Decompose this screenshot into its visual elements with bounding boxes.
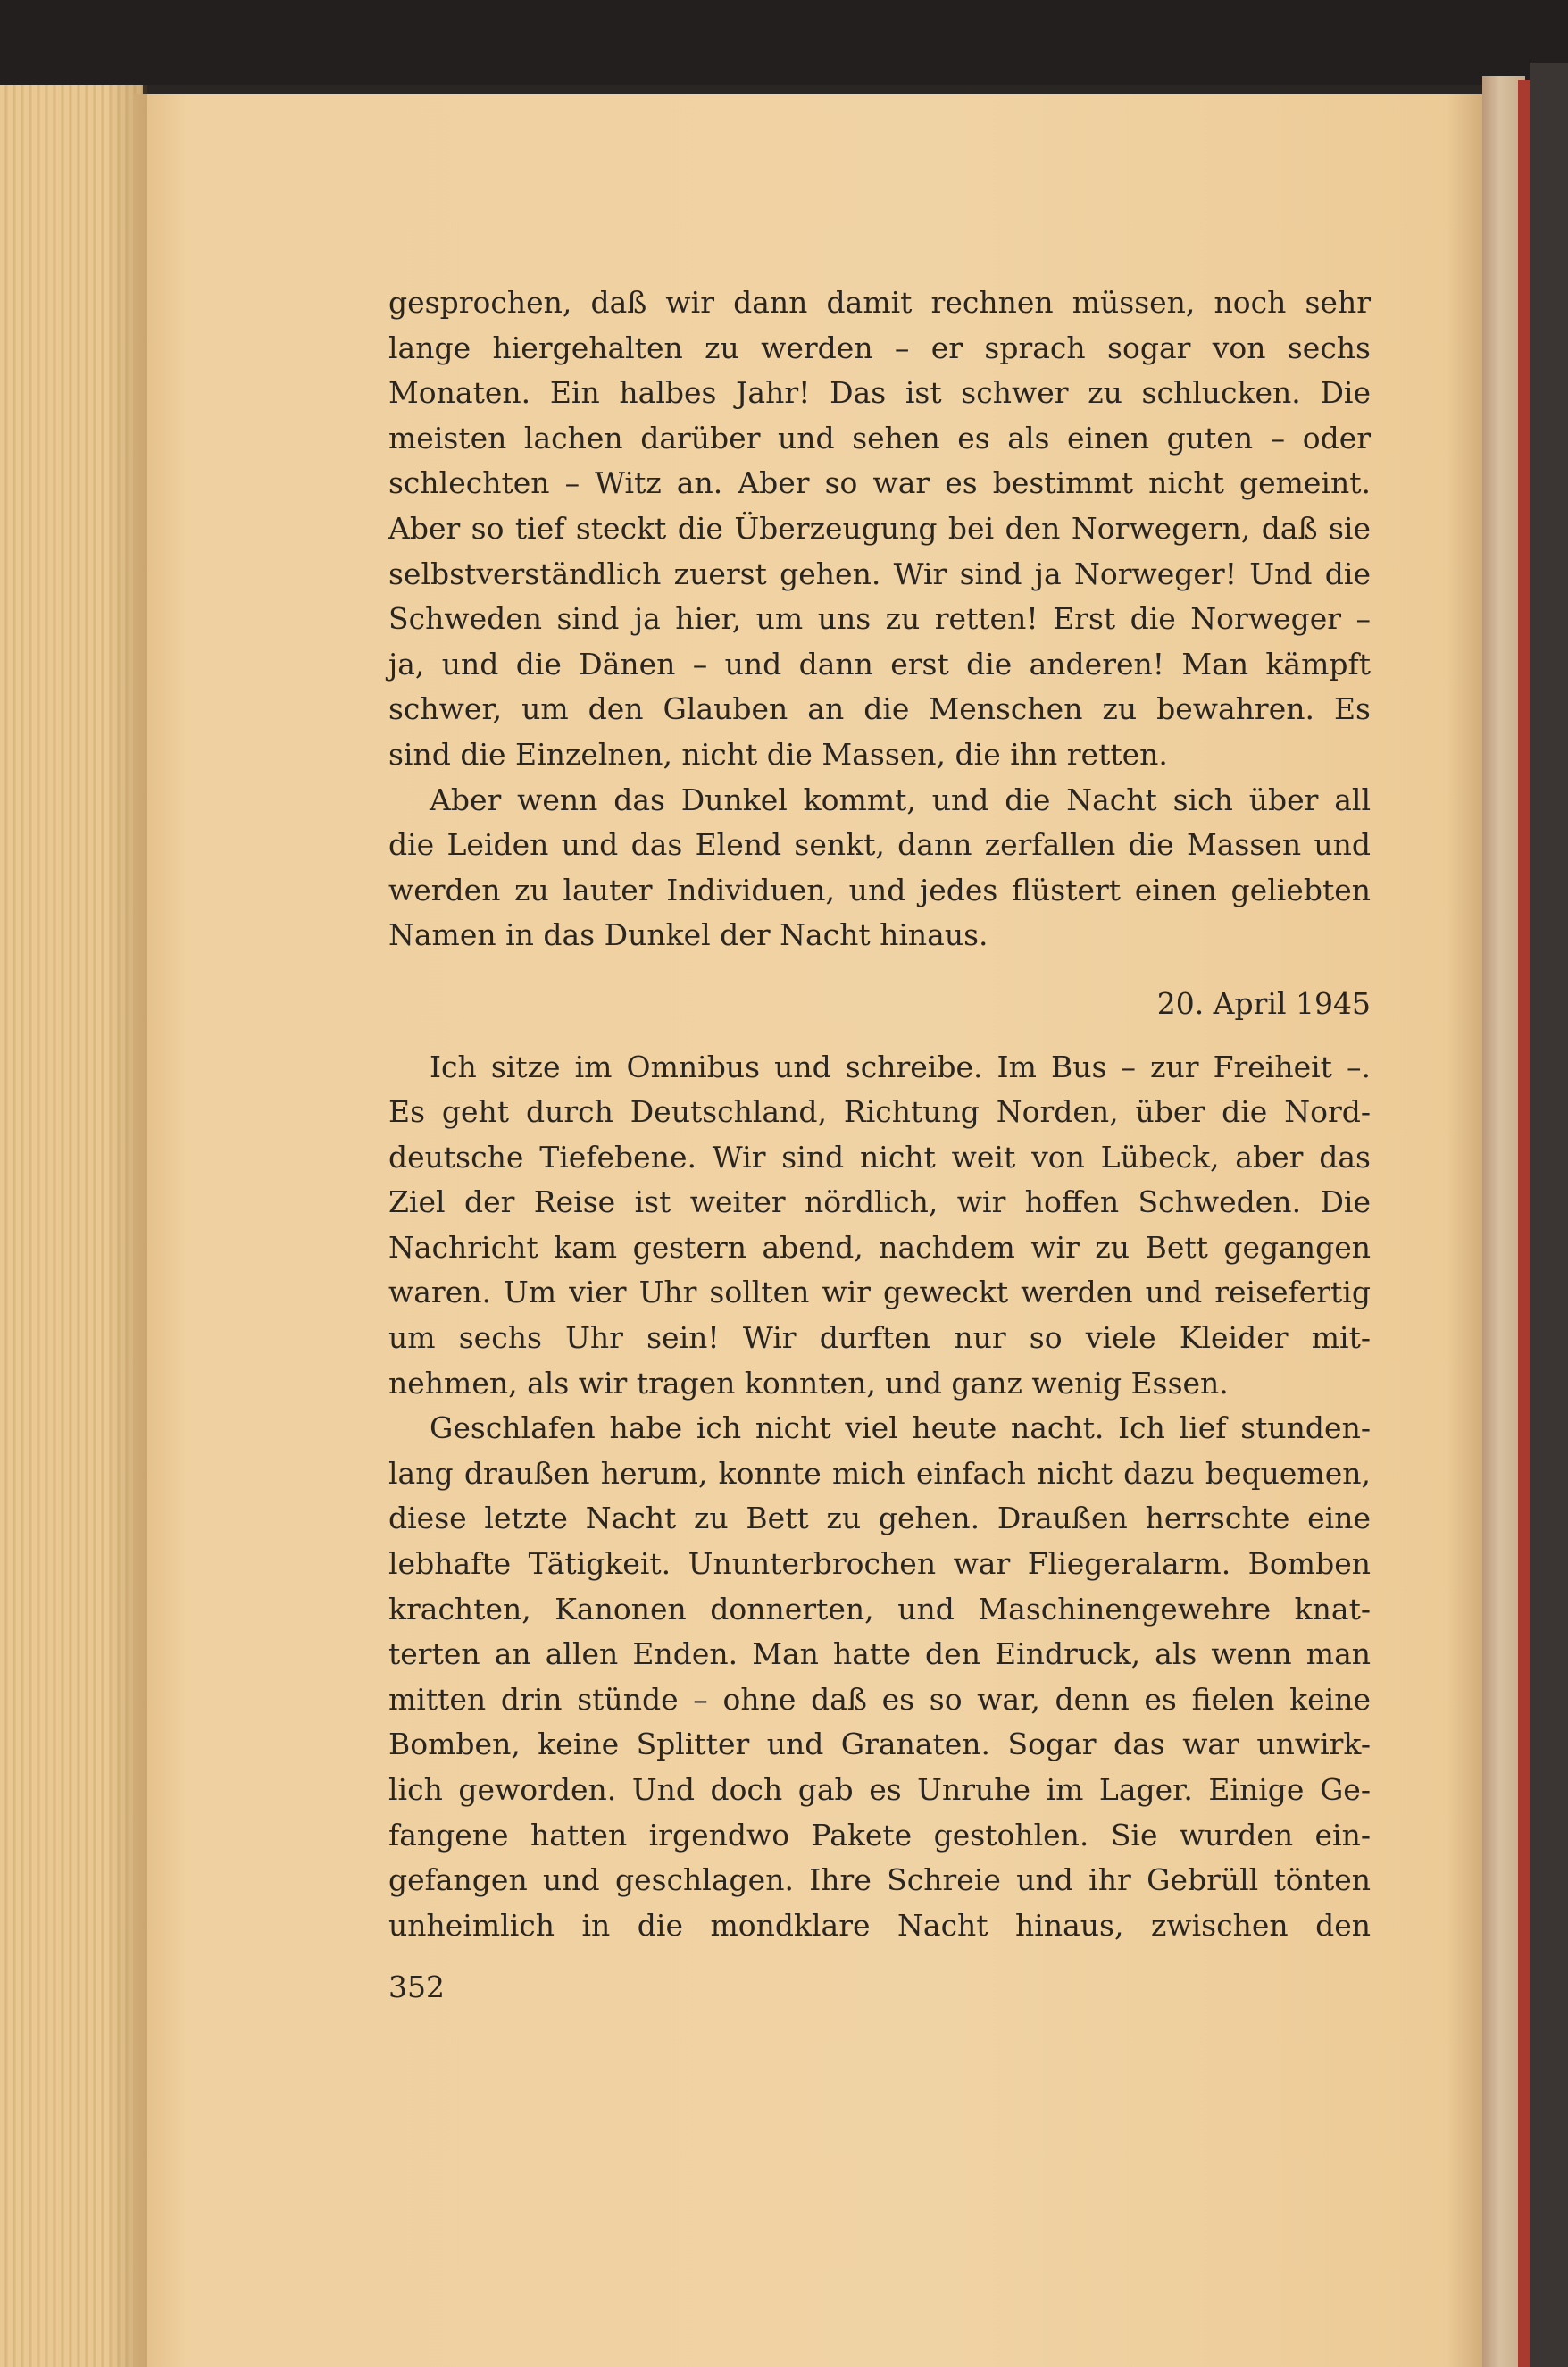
- text-line: unheimlich in die mondklare Nacht hinaus, zwischen den: [388, 1907, 1371, 1943]
- text-line: lich geworden. Und doch gab es Unruhe im Lager. Einige Ge-: [388, 1772, 1371, 1807]
- text-line: Geschlafen habe ich nicht viel heute nacht. Ich lief stunden-: [430, 1410, 1371, 1446]
- text-line: mitten drin stünde – ohne daß es so war, denn es fielen keine: [388, 1681, 1371, 1717]
- text-line: ja, und die Dänen – und dann erst die anderen! Man kämpft: [388, 646, 1371, 682]
- text-line: Aber wenn das Dunkel kommt, und die Nacht sich über all: [430, 782, 1371, 817]
- text-line: meisten lachen darüber und sehen es als einen guten – oder: [388, 420, 1371, 456]
- text-line: lebhafte Tätigkeit. Ununterbrochen war Fliegeralarm. Bomben: [388, 1546, 1371, 1582]
- text-line: um sechs Uhr sein! Wir durften nur so viele Kleider mit-: [388, 1320, 1371, 1356]
- paragraph-2: [388, 778, 1371, 958]
- text-line: lang draußen herum, konnte mich einfach nicht dazu bequemen,: [388, 1455, 1371, 1491]
- text-line: Monaten. Ein halbes Jahr! Das ist schwer zu schlucken. Die: [388, 375, 1371, 411]
- text-line: Ziel der Reise ist weiter nördlich, wir hoffen Schweden. Die: [388, 1184, 1371, 1220]
- text-line: die Leiden und das Elend senkt, dann zerfallen die Massen und: [388, 827, 1371, 863]
- text-line: Bomben, keine Splitter und Granaten. Sogar das war unwirk-: [388, 1727, 1371, 1762]
- text-line: waren. Um vier Uhr sollten wir geweckt werden und reisefertig: [388, 1275, 1371, 1310]
- text-line: nehmen, als wir tragen konnten, und ganz wenig Essen.: [388, 1365, 1229, 1401]
- text-line: Es geht durch Deutschland, Richtung Norden, über die Nord-: [388, 1094, 1371, 1130]
- text-line: diese letzte Nacht zu Bett zu gehen. Draußen herrschte eine: [388, 1501, 1371, 1536]
- text-line: Schweden sind ja hier, um uns zu retten! Erst die Norweger –: [388, 601, 1371, 637]
- scan-background-top: [0, 0, 1568, 85]
- text-line: deutsche Tiefebene. Wir sind nicht weit von Lübeck, aber das: [388, 1139, 1371, 1175]
- page-number: 352: [388, 1970, 445, 2004]
- text-line: gesprochen, daß wir dann damit rechnen müssen, noch sehr: [388, 285, 1371, 320]
- text-line: terten an allen Enden. Man hatte den Eindruck, als wenn man: [388, 1636, 1371, 1672]
- text-line: schlechten – Witz an. Aber so war es bestimmt nicht gemeint.: [388, 465, 1371, 501]
- diary-date: 20. April 1945: [1156, 985, 1371, 1021]
- text-line: werden zu lauter Individuen, und jedes flüstert einen geliebten: [388, 872, 1371, 907]
- text-line: sind die Einzelnen, nicht die Massen, die ihn retten.: [388, 736, 1168, 772]
- text-line: Namen in das Dunkel der Nacht hinaus.: [388, 917, 988, 953]
- text-line: selbstverständlich zuerst gehen. Wir sind ja Norweger! Und die: [388, 556, 1371, 591]
- text-line: fangene hatten irgendwo Pakete gestohlen. Sie wurden ein-: [388, 1817, 1371, 1853]
- text-line: Aber so tief steckt die Überzeugung bei den Norwegern, daß sie: [388, 510, 1371, 546]
- scan-background-right: [1530, 63, 1568, 2367]
- text-line: gefangen und geschlagen. Ihre Schreie und ihr Gebrüll tönten: [388, 1862, 1371, 1898]
- text-line: lange hiergehalten zu werden – er sprach sogar von sechs: [388, 330, 1371, 365]
- paragraph-4: [388, 1406, 1371, 1948]
- paragraph-3: [388, 1045, 1371, 1407]
- red-page-edge: [1518, 80, 1530, 2367]
- text-line: krachten, Kanonen donnerten, und Maschinengewehre knat-: [388, 1591, 1371, 1627]
- text-line: schwer, um den Glauben an die Menschen zu bewahren. Es: [388, 691, 1371, 727]
- paragraph-1: [388, 280, 1371, 778]
- text-line: Ich sitze im Omnibus und schreibe. Im Bus – zur Freiheit –.: [430, 1049, 1371, 1084]
- text-line: Nachricht kam gestern abend, nachdem wir zu Bett gegangen: [388, 1229, 1371, 1265]
- page-edge-shadow: [1447, 94, 1487, 2367]
- gutter-shadow: [107, 85, 147, 2367]
- page-text: [388, 280, 1371, 1948]
